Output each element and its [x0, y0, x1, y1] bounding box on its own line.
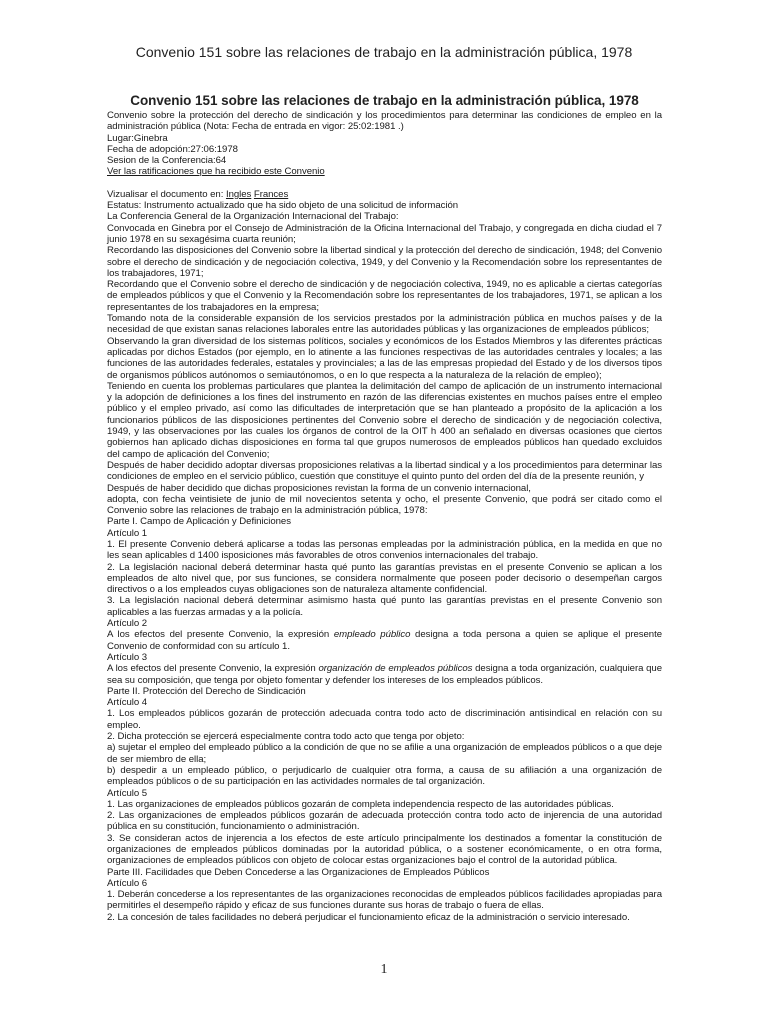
- paragraph: 3. La legislación nacional deberá determinar asimismo hasta qué punto las garantías previstas en el presente Convenio son aplicables a las fuerzas armadas y a la policía.: [107, 595, 662, 618]
- running-header: Convenio 151 sobre las relaciones de trabajo en la administración pública, 1978: [135, 44, 633, 60]
- spacer: [107, 178, 662, 189]
- article-heading: Artículo 2: [107, 618, 148, 630]
- article-2-text: [107, 629, 662, 652]
- section-heading: Parte I. Campo de Aplicación y Definiciones: [107, 516, 291, 528]
- fecha-line: Fecha de adopción:27:06:1978: [107, 143, 238, 155]
- paragraph: 1. Los empleados públicos gozarán de protección adecuada contra todo acto de discriminación antisindical en relación con su empleo.: [107, 708, 662, 731]
- sesion-line: Sesion de la Conferencia:64: [107, 155, 227, 167]
- article-heading: Artículo 4: [107, 697, 148, 709]
- section-heading: Parte II. Protección del Derecho de Sindicación: [107, 685, 306, 697]
- document-title: Convenio 151 sobre las relaciones de trabajo en la administración pública, 1978: [130, 93, 639, 108]
- paragraph: adopta, con fecha veintisiete de junio de mil novecientos setenta y ocho, el presente Convenio, que podrá ser citado como el Convenio sobre las relaciones de trabajo en la administración pública, 1978:: [107, 493, 662, 517]
- paragraph: Teniendo en cuenta los problemas particulares que plantea la delimitación del campo de aplicación de un instrumento internacional y la adopción de definiciones a los fines del instrumento en razón de las diferencias existentes en muchos países entre el empleo público y el empleo privado, así como las dificultades de interpretación que se han planteado a propósito de la aplicación a los funcionarios públicos de las disposiciones pertinentes del Convenio sobre el derecho de sindicación y de negociación colectiva, 1949, y las observaciones por las cuales los órganos de control de la OIT h 400 an señalado en diversas ocasiones que ciertos gobiernos han aplicado dichas disposiciones en forma tal que grupos numerosos de empleados públicos han quedado excluidos del campo de aplicación del Convenio;: [107, 380, 662, 460]
- paragraph: Tomando nota de la considerable expansión de los servicios prestados por la administración pública en muchos países y de la necesidad de que existan sanas relaciones laborales entre las autoridades públicas y las organizaciones de empleados públicos;: [107, 313, 662, 336]
- article-heading: Artículo 6: [107, 877, 148, 889]
- paragraph: 2. La concesión de tales facilidades no deberá perjudicar el funcionamiento eficaz de la administración o servicio interesado.: [107, 911, 630, 923]
- paragraph: Observando la gran diversidad de los sistemas políticos, sociales y económicos de los Estados Miembros y las diferentes prácticas aplicadas por dichos Estados (por ejemplo, en lo atinente a las funciones respectivas de las autoridades centrales y locales; a las funciones de las autoridades federales, estatales y provinciales; a las de las empresas propiedad del Estado y de los diversos tipos de organismos públicos autónomos o semiautónomos, o en lo que respecta a la naturaleza de la relación de empleo);: [107, 335, 662, 381]
- article-heading: Artículo 1: [107, 527, 148, 539]
- text-segment: designa a toda organización, cualquiera que sea su composición, que tenga por objeto fomentar y defender los intereses de los empleados públicos.: [107, 663, 662, 686]
- page-number: 1: [380, 962, 388, 977]
- estatus-line: Estatus: Instrumento actualizado que ha sido objeto de una solicitud de información: [107, 200, 459, 212]
- text-segment: A los efectos del presente Convenio, la expresión: [107, 663, 319, 675]
- paragraph: Después de haber decidido que dichas proposiciones revistan la forma de un convenio internacional,: [107, 482, 531, 494]
- paragraph: 3. Se consideran actos de injerencia a los efectos de este artículo principalmente los destinados a fomentar la constitución de organizaciones de empleados públicos dominadas por la autoridad pública, o a sostener económicamente, o en otra forma, organizaciones de empleados públicos con objeto de colocar estas organizaciones bajo el control de la autoridad pública.: [107, 832, 662, 867]
- section-heading: Parte III. Facilidades que Deben Concederse a las Organizaciones de Empleados Públicos: [107, 866, 490, 878]
- paragraph: 1. Deberán concederse a los representantes de las organizaciones reconocidas de empleados públicos facilidades apropiadas para permitirles el desempeño rápido y eficaz de sus funciones durante sus horas de trabajo o fuera de ellas.: [107, 889, 662, 912]
- lugar-line: Lugar:Ginebra: [107, 132, 168, 144]
- paragraph: a) sujetar el empleo del empleado público a la condición de que no se afilie a una organización de empleados públicos o a que deje de ser miembro de ella;: [107, 742, 662, 765]
- paragraph: 1. El presente Convenio deberá aplicarse a todas las personas empleadas por la administración pública, en la medida en que no les sean aplicables d 1400 isposiciones más favorables de otros convenios internacionales del trabajo.: [107, 538, 662, 562]
- defined-term: empleado público: [333, 629, 411, 641]
- paragraph: 2. La legislación nacional deberá determinar hasta qué punto las garantías previstas en el presente Convenio se aplican a los empleados de alto nivel que, por sus funciones, se considera normalmente que poseen poder decisorio o desempeñan cargos directivos o a los empleados cuyas obligaciones son de naturaleza altamente confidencial.: [107, 561, 662, 596]
- lang-frances-link[interactable]: Frances: [253, 188, 289, 200]
- paragraph: Recordando que el Convenio sobre el derecho de sindicación y de negociación colectiva, 1949, no es aplicable a ciertas categorías de empleados públicos y que el Convenio y la Recomendación sobre los representantes de los trabajadores, 1971, se aplican a los representantes de los trabajadores en la empresa;: [107, 279, 662, 313]
- article-heading: Artículo 5: [107, 787, 148, 799]
- paragraph: Convocada en Ginebra por el Consejo de Administración de la Oficina Internacional del Trabajo, y congregada en dicha ciudad el 7 junio 1978 en su sexagésima cuarta reunión;: [107, 222, 662, 245]
- visualizar-label: Vizualisar el documento en:: [107, 188, 224, 200]
- paragraph: 1. Las organizaciones de empleados públicos gozarán de completa independencia respecto de las autoridades públicas.: [107, 798, 614, 810]
- visualizar-line: [107, 189, 662, 200]
- document-body: [107, 93, 662, 923]
- text-segment: designa a toda persona a quien se aplique el presente Convenio de conformidad con su artículo 1.: [107, 629, 662, 652]
- paragraph: 2. Las organizaciones de empleados públicos gozarán de adecuada protección contra todo acto de injerencia de una autoridad pública en su constitución, funcionamiento o administración.: [107, 810, 662, 833]
- text-segment: A los efectos del presente Convenio, la expresión: [107, 629, 334, 641]
- paragraph: 2. Dicha protección se ejercerá especialmente contra todo acto que tenga por objeto:: [107, 731, 465, 743]
- defined-term: organización de empleados públicos: [318, 663, 473, 675]
- article-heading: Artículo 3: [107, 651, 148, 663]
- ratificaciones-link[interactable]: Ver las ratificaciones que ha recibido este Convenio: [107, 166, 325, 178]
- intro-paragraph: Convenio sobre la protección del derecho de sindicación y los procedimientos para determinar las condiciones de empleo en la administración pública (Nota: Fecha de entrada en vigor: 25:02:1981 .): [107, 110, 662, 133]
- paragraph: Recordando las disposiciones del Convenio sobre la libertad sindical y la protección del derecho de sindicación, 1948; del Convenio sobre el derecho de sindicación y de negociación colectiva, 1949, y del Convenio y la Recomendación sobre los representantes de los trabajadores, 1971;: [107, 245, 662, 279]
- paragraph: La Conferencia General de la Organización Internacional del Trabajo:: [107, 211, 399, 223]
- article-3-text: [107, 663, 662, 686]
- paragraph: Después de haber decidido adoptar diversas proposiciones relativas a la libertad sindical y a los procedimientos para determinar las condiciones de empleo en el servicio público, cuestión que constituye el quinto punto del orden del día de la presente reunión, y: [107, 459, 662, 483]
- paragraph: b) despedir a un empleado público, o perjudicarlo de cualquier otra forma, a causa de su afiliación a una organización de empleados públicos o de su participación en las actividades normales de tal organización.: [107, 764, 662, 788]
- lang-ingles-link[interactable]: Ingles: [225, 188, 252, 200]
